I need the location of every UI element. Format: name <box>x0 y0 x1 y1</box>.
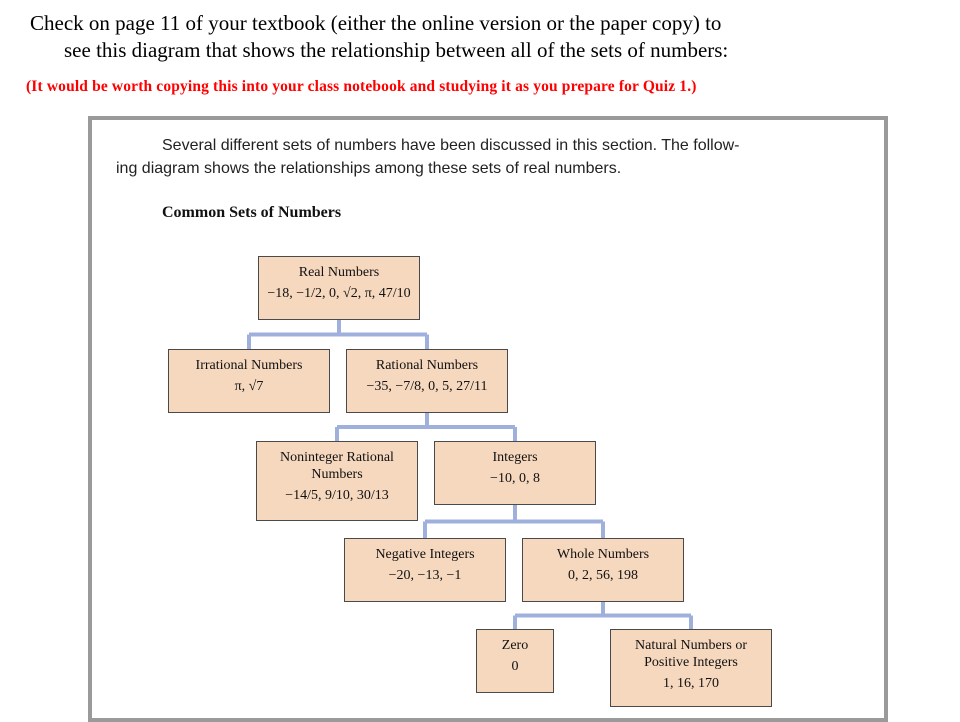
figure-intro-line-1: Several different sets of numbers have been discussed in this section. The follow- <box>162 137 740 154</box>
node-rational-examples: −35, −7/8, 0, 5, 27/11 <box>366 379 488 394</box>
heading-line-1: Check on page 11 of your textbook (either the online version or the paper copy) to <box>30 11 722 35</box>
node-rational-title: Rational Numbers <box>375 358 479 373</box>
node-zero-title: Zero <box>501 638 529 653</box>
node-natural <box>610 629 772 707</box>
figure-subtitle: Common Sets of Numbers <box>162 204 342 221</box>
node-negative-examples: −20, −13, −1 <box>388 568 462 583</box>
node-real <box>258 256 420 320</box>
node-noninteger-examples: −14/5, 9/10, 30/13 <box>285 488 389 503</box>
node-whole <box>522 538 684 602</box>
heading-line-2: see this diagram that shows the relationship between all of the sets of numbers: <box>64 38 729 62</box>
node-noninteger <box>256 441 418 521</box>
figure-intro-line-2: ing diagram shows the relationships among these sets of real numbers. <box>116 160 622 177</box>
node-integers <box>434 441 596 505</box>
node-natural-title: Natural Numbers or Positive Integers <box>635 638 747 670</box>
page-heading <box>30 10 955 64</box>
node-whole-examples: 0, 2, 56, 198 <box>568 568 638 583</box>
study-note: (It would be worth copying this into your class notebook and studying it as you prepare for Quiz 1.) <box>26 78 697 95</box>
node-negative <box>344 538 506 602</box>
node-natural-examples: 1, 16, 170 <box>663 676 719 691</box>
node-real-examples: −18, −1/2, 0, √2, π, 47/10 <box>267 286 411 301</box>
node-irrational-title: Irrational Numbers <box>195 358 303 373</box>
node-irrational <box>168 349 330 413</box>
node-negative-title: Negative Integers <box>375 547 475 562</box>
node-noninteger-title: Noninteger Rational Numbers <box>280 450 394 482</box>
textbook-figure <box>88 116 888 722</box>
node-real-title: Real Numbers <box>298 265 380 280</box>
node-rational <box>346 349 508 413</box>
node-integers-examples: −10, 0, 8 <box>490 471 540 486</box>
node-zero-examples: 0 <box>511 659 519 674</box>
node-irrational-examples: π, √7 <box>234 379 264 394</box>
node-integers-title: Integers <box>492 450 538 465</box>
node-zero <box>476 629 554 693</box>
node-whole-title: Whole Numbers <box>556 547 650 562</box>
